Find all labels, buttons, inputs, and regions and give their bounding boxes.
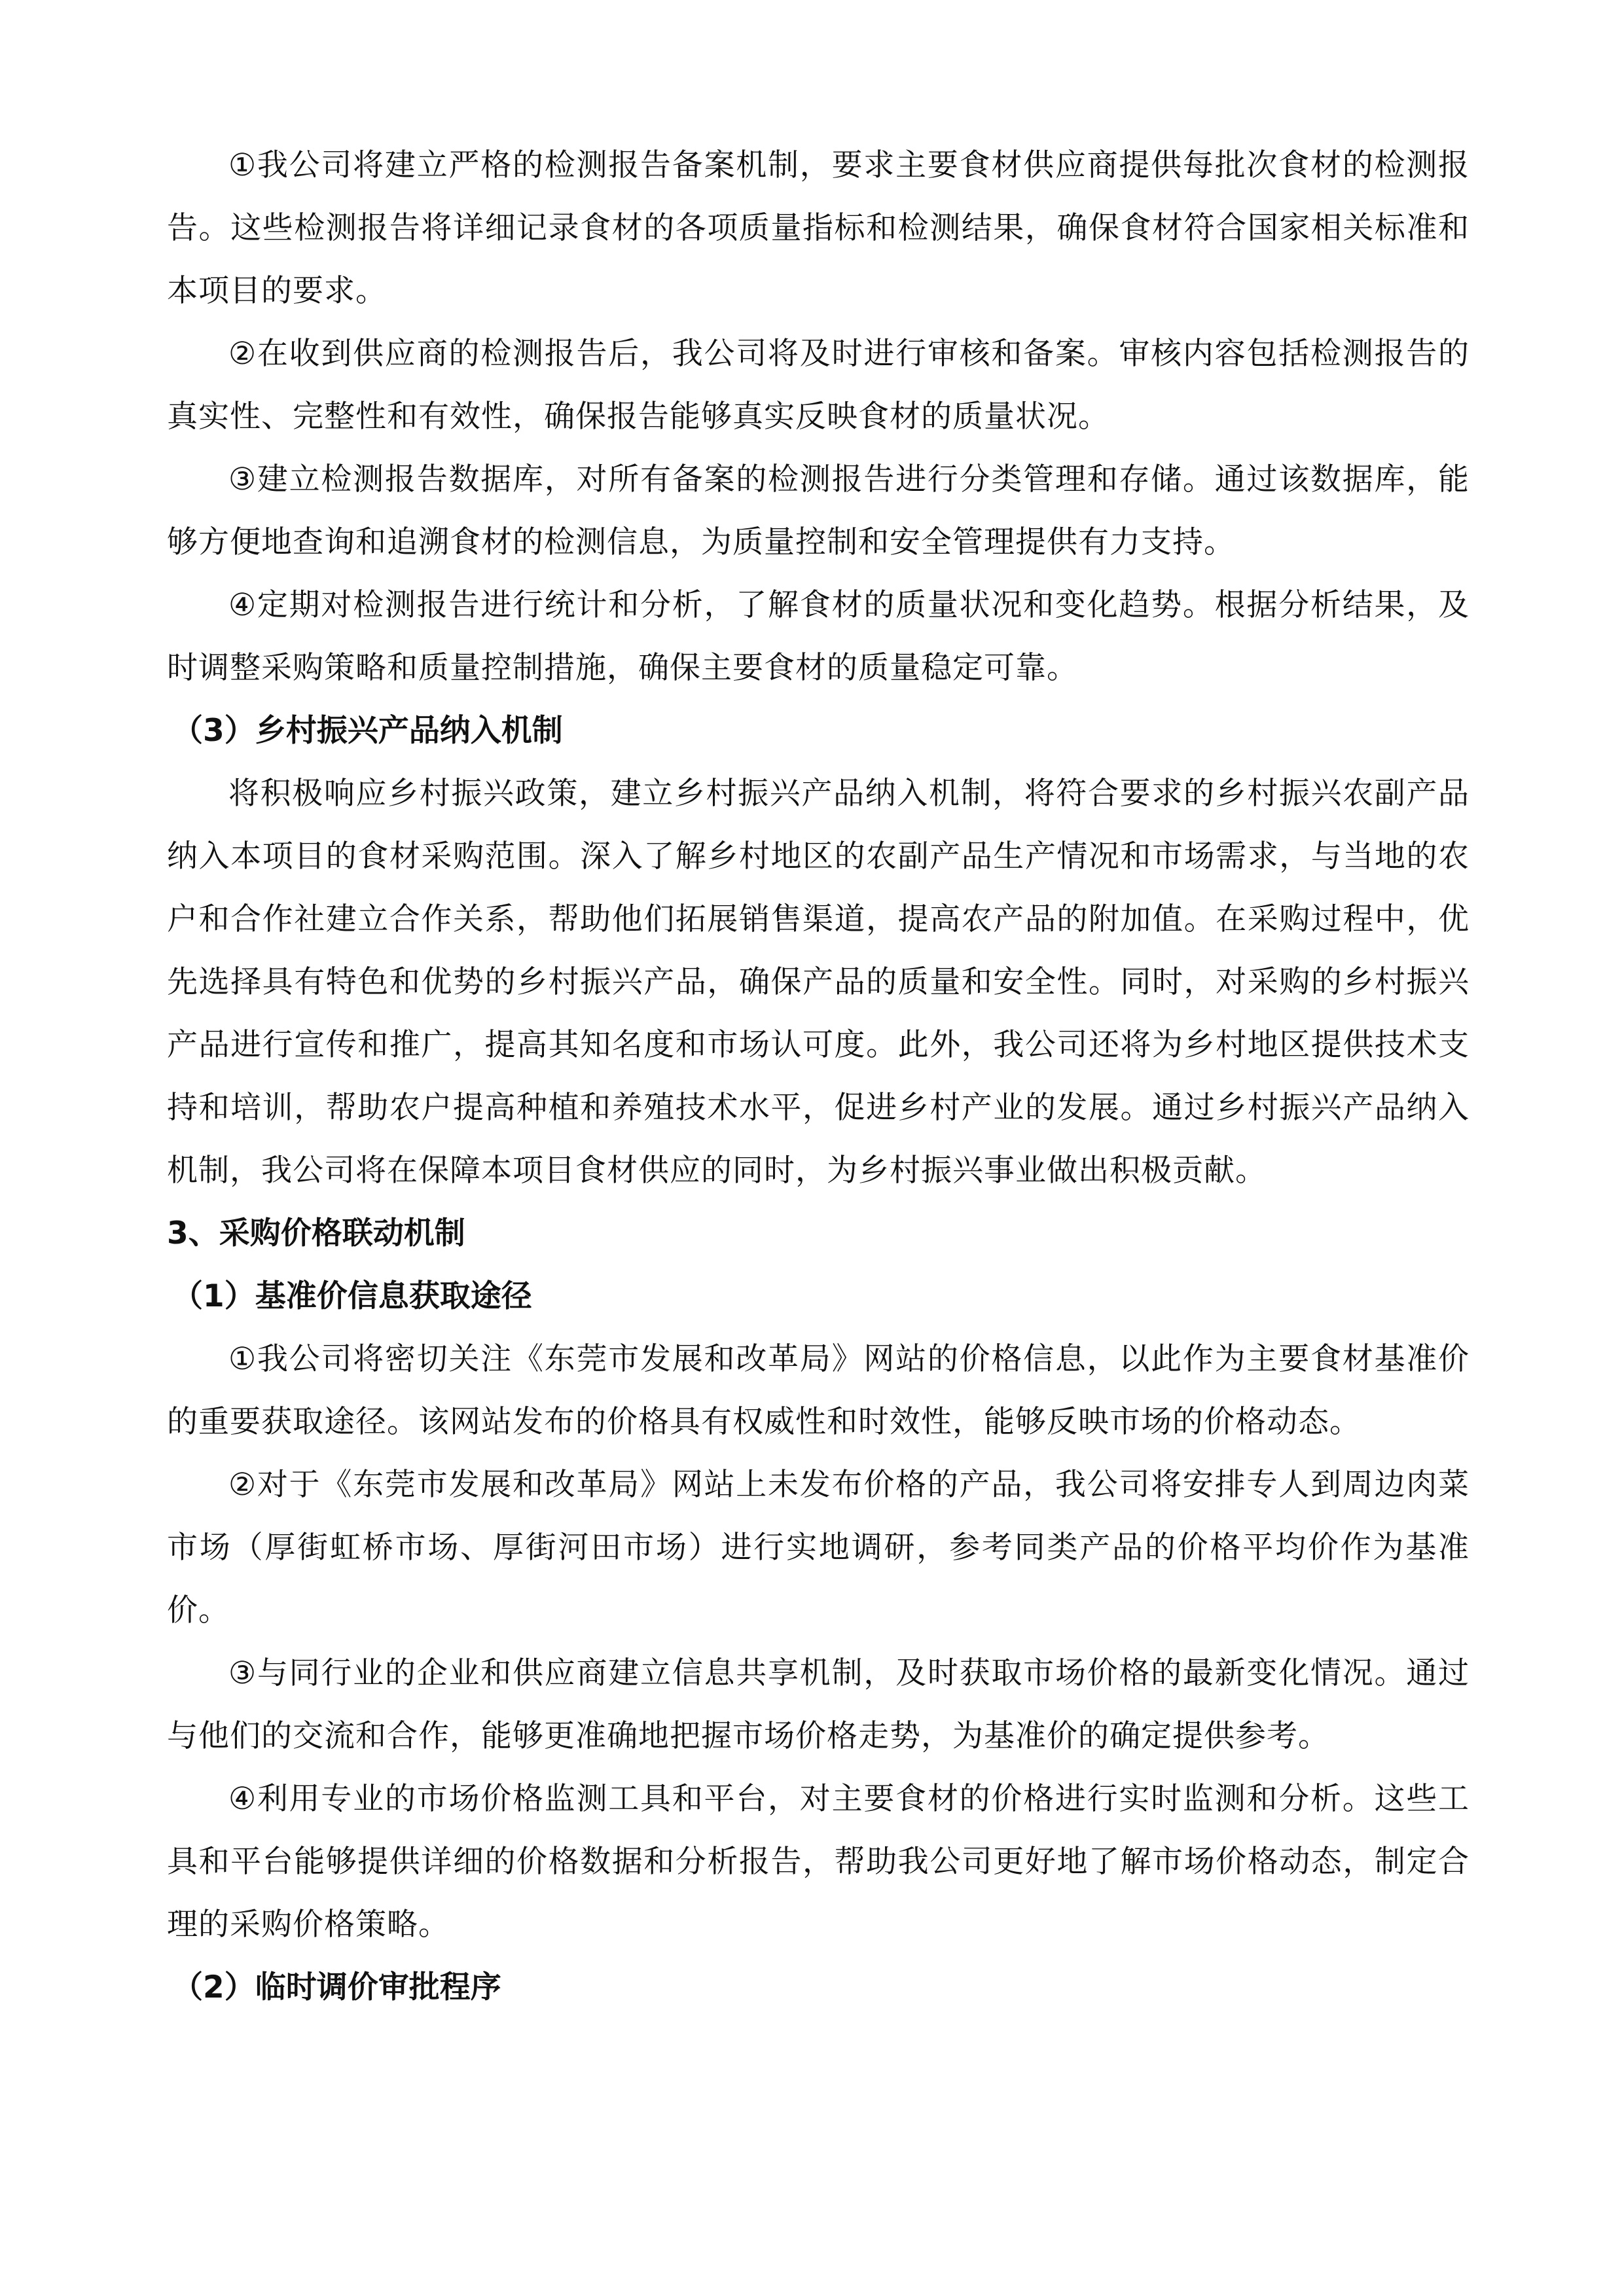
paragraph-rural-revitalization: 将积极响应乡村振兴政策，建立乡村振兴产品纳入机制，将符合要求的乡村振兴农副产品纳入本项目的食材采购范围。深入了解乡村地区的农副产品生产情况和市场需求，与当地的农户和合作社建立合作关系，帮助他们拓展销售渠道，提高农产品的附加值。在采购过程中，优先选择具有特色和优势的乡村振兴产品，确保产品的质量和安全性。同时，对采购的乡村振兴产品进行宣传和推广，提高其知名度和市场认可度。此外，我公司还将为乡村地区提供技术支持和培训，帮助农户提高种植和养殖技术水平，促进乡村产业的发展。通过乡村振兴产品纳入机制，我公司将在保障本项目食材供应的同时，为乡村振兴事业做出积极贡献。 <box>167 776 1470 1189</box>
section-heading-temporary-price-approval: （2）临时调价审批程序 <box>172 1969 501 2005</box>
paragraph-base-price-market-survey: ②对于《东莞市发展和改革局》网站上未发布价格的产品，我公司将安排专人到周边肉菜市场（厚街虹桥市场、厚街河田市场）进行实地调研，参考同类产品的价格平均价作为基准价。 <box>167 1467 1470 1628</box>
paragraph-base-price-monitoring: ④利用专业的市场价格监测工具和平台，对主要食材的价格进行实时监测和分析。这些工具和平台能够提供详细的价格数据和分析报告，帮助我公司更好地了解市场价格动态，制定合理的采购价格策略。 <box>167 1781 1470 1943</box>
section-heading-rural-revitalization: （3）乡村振兴产品纳入机制 <box>172 713 563 749</box>
paragraph-inspection-report-filing: ①我公司将建立严格的检测报告备案机制，要求主要食材供应商提供每批次食材的检测报告。这些检测报告将详细记录食材的各项质量指标和检测结果，确保食材符合国家相关标准和本项目的要求。 <box>167 147 1470 309</box>
section-heading-base-price-sources: （1）基准价信息获取途径 <box>172 1278 532 1314</box>
paragraph-report-analysis: ④定期对检测报告进行统计和分析，了解食材的质量状况和变化趋势。根据分析结果，及时调整采购策略和质量控制措施，确保主要食材的质量稳定可靠。 <box>167 587 1470 686</box>
section-heading-price-linkage: 3、采购价格联动机制 <box>167 1215 465 1251</box>
paragraph-base-price-website: ①我公司将密切关注《东莞市发展和改革局》网站的价格信息，以此作为主要食材基准价的重要获取途径。该网站发布的价格具有权威性和时效性，能够反映市场的价格动态。 <box>167 1341 1470 1440</box>
paragraph-report-database: ③建立检测报告数据库，对所有备案的检测报告进行分类管理和存储。通过该数据库，能够方便地查询和追溯食材的检测信息，为质量控制和安全管理提供有力支持。 <box>167 461 1470 560</box>
document-body <box>167 134 1470 2019</box>
paragraph-base-price-info-sharing: ③与同行业的企业和供应商建立信息共享机制，及时获取市场价格的最新变化情况。通过与他们的交流和合作，能够更准确地把握市场价格走势，为基准价的确定提供参考。 <box>167 1655 1470 1754</box>
paragraph-report-review: ②在收到供应商的检测报告后，我公司将及时进行审核和备案。审核内容包括检测报告的真实性、完整性和有效性，确保报告能够真实反映食材的质量状况。 <box>167 336 1470 435</box>
